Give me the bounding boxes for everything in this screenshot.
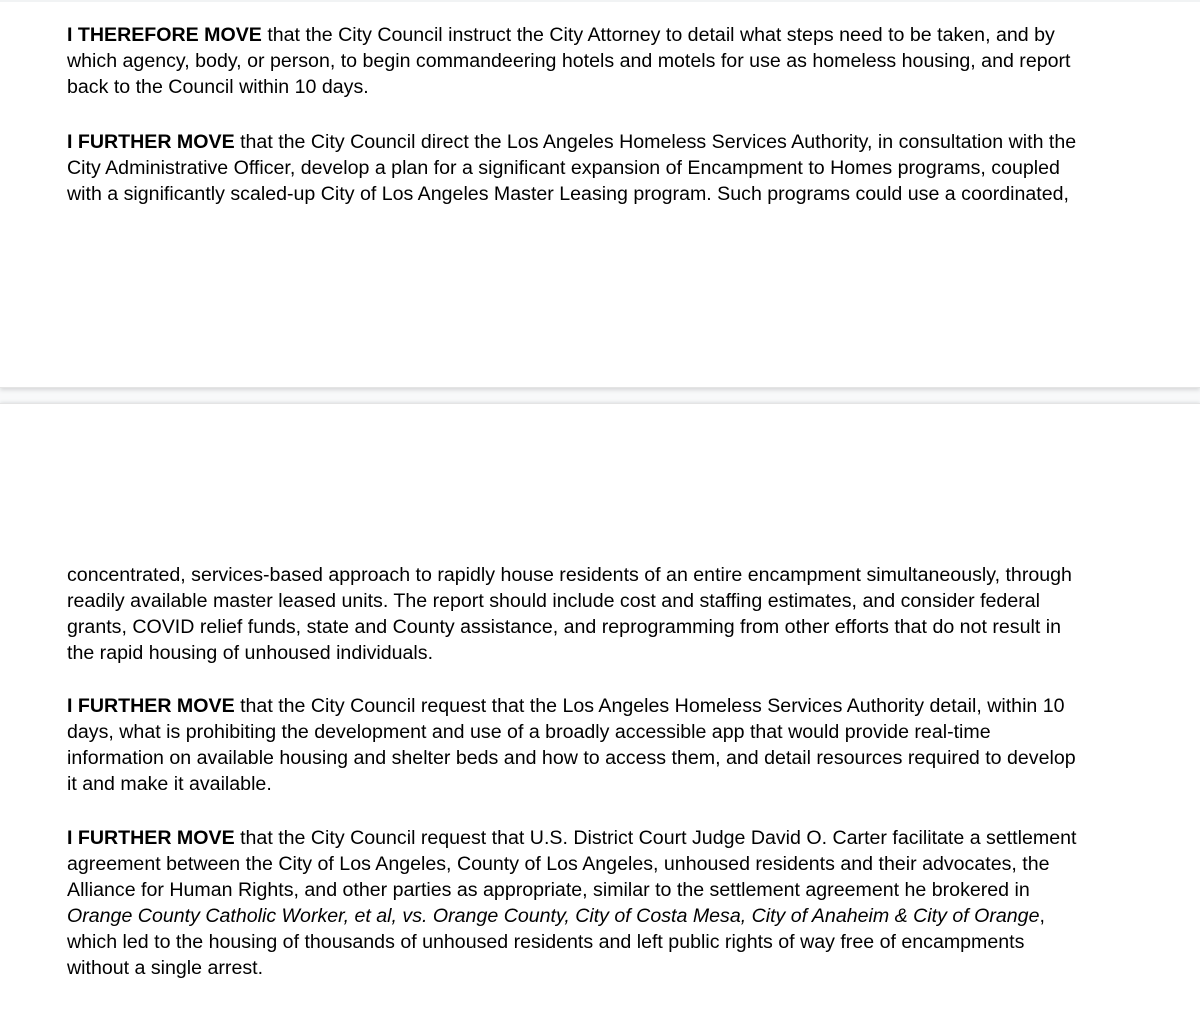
text-line: agreement between the City of Los Angeles, County of Los Angeles, unhoused residents and their advocates, the xyxy=(67,853,1050,875)
text-line: readily available master leased units. The report should include cost and staffing estimates, and consider federal xyxy=(67,590,1040,612)
text-line: which led to the housing of thousands of unhoused residents and left public rights of way free of encampments xyxy=(67,931,1025,953)
text-line xyxy=(67,129,1107,155)
text-run: that the City Council direct the Los Angeles Homeless Services Authority, in consultation with the xyxy=(234,131,1077,153)
text-line: grants, COVID relief funds, state and County assistance, and reprogramming from other efforts that do not result in xyxy=(67,616,1061,638)
text-line: it and make it available. xyxy=(67,773,272,795)
paragraph-continuation[interactable] xyxy=(67,562,1107,666)
paragraph-further-move-settlement[interactable] xyxy=(67,825,1107,981)
text-line: with a significantly scaled-up City of Los Angeles Master Leasing program. Such programs could use a coordinated, xyxy=(67,183,1069,205)
paragraph-further-move-encampment[interactable] xyxy=(67,129,1107,207)
text-line: the rapid housing of unhoused individuals. xyxy=(67,642,434,664)
text-run: , xyxy=(1039,905,1045,927)
text-line: without a single arrest. xyxy=(67,957,264,979)
text-line: concentrated, services-based approach to rapidly house residents of an entire encampment simultaneously, through xyxy=(67,564,1072,586)
text-line xyxy=(67,22,1107,48)
motion-lead: I FURTHER MOVE xyxy=(67,827,235,849)
motion-lead: I FURTHER MOVE xyxy=(67,695,235,717)
text-line xyxy=(67,903,1107,929)
text-line: back to the Council within 10 days. xyxy=(67,76,369,98)
text-line: information on available housing and shelter beds and how to access them, and detail resources required to develop xyxy=(67,747,1076,769)
text-line xyxy=(67,693,1107,719)
paragraph-therefore-move[interactable] xyxy=(67,22,1107,100)
page-top-edge xyxy=(0,0,1200,2)
motion-lead: I THEREFORE MOVE xyxy=(67,24,262,46)
text-line: Alliance for Human Rights, and other parties as appropriate, similar to the settlement agreement he brokered in xyxy=(67,879,1030,901)
text-line: which agency, body, or person, to begin commandeering hotels and motels for use as homeless housing, and report xyxy=(67,50,1071,72)
paragraph-further-move-app[interactable] xyxy=(67,693,1107,797)
text-run: that the City Council request that U.S. District Court Judge David O. Carter facilitate a settlement xyxy=(234,827,1077,849)
document-page-1 xyxy=(0,0,1200,388)
motion-lead: I FURTHER MOVE xyxy=(67,131,235,153)
text-line: days, what is prohibiting the development and use of a broadly accessible app that would provide real-time xyxy=(67,721,991,743)
document-page-2 xyxy=(0,403,1200,1034)
text-line: City Administrative Officer, develop a plan for a significant expansion of Encampment to Homes programs, coupled xyxy=(67,157,1060,179)
case-citation: Orange County Catholic Worker, et al, vs. Orange County, City of Costa Mesa, City of Anaheim & City of Orange xyxy=(67,905,1040,927)
text-line xyxy=(67,825,1107,851)
text-run: that the City Council instruct the City Attorney to detail what steps need to be taken, and by xyxy=(261,24,1055,46)
text-run: that the City Council request that the Los Angeles Homeless Services Authority detail, within 10 xyxy=(234,695,1065,717)
